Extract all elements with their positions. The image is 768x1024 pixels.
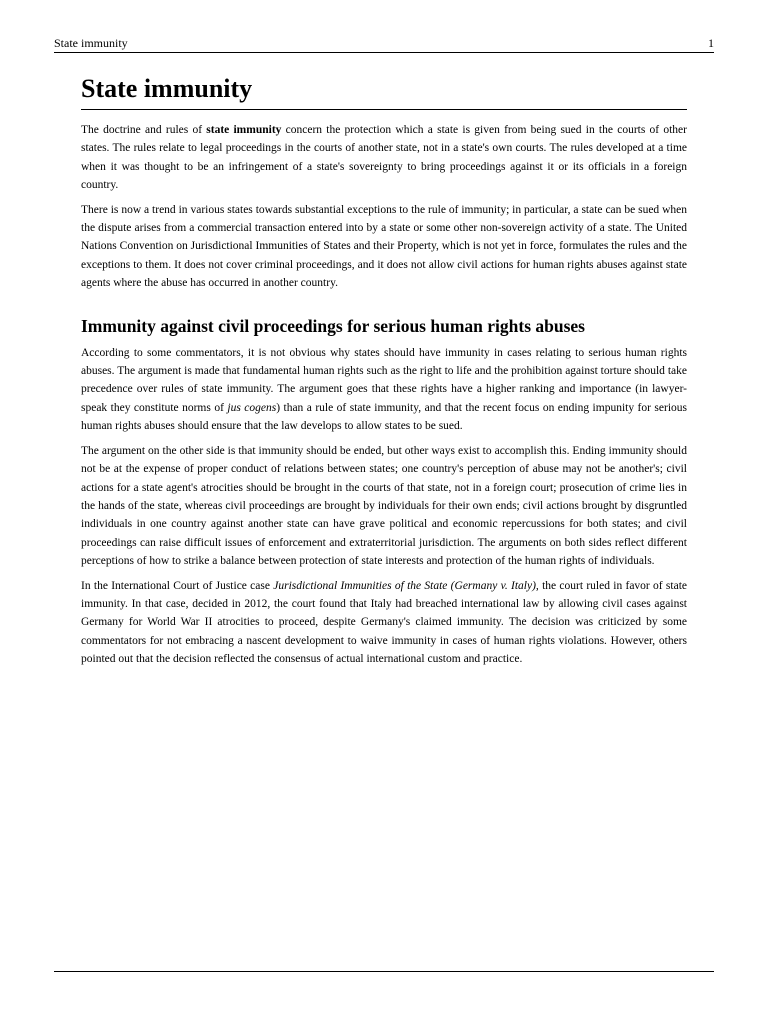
section-p1-text-a: According to some commentators, it is not obvious why states should have immunity in cases relating to serious human rights abuses. The argument is made that fundamental human rights such as the right to life and the prohibition against torture should take precedence over rules of state immunity. The argument goes that these rights have a higher ranking and importance (in lawyer-speak they constitute norms of <box>81 346 687 414</box>
section-p3-case-name: Jurisdictional Immunities of the State (Germany v. Italy), <box>273 579 539 592</box>
section-paragraph-2: The argument on the other side is that immunity should be ended, but other ways exist to accomplish this. Ending immunity should not be at the expense of proper conduct of relations between states; one country's perception of abuse may not be another's; civil actions for a state agent's atrocities should be brought in the courts of that state, not in a foreign court; prosecution of crime lies in the hands of the state, whereas civil proceedings are brought by individuals for their own ends; civil actions brought by disgruntled individuals in one country against another state can have grave political and economic repercussions for both states; and civil proceedings can raise difficult issues of enforcement and extraterritorial jurisdiction. The arguments on both sides reflect different perceptions of how to strike a balance between protection of state interests and protection of the human rights of individuals. <box>81 444 687 568</box>
section-paragraph-1 <box>81 344 687 436</box>
article-body <box>81 72 687 675</box>
intro-paragraph-1 <box>81 121 687 195</box>
intro-p1-text-a: The doctrine and rules of <box>81 124 207 136</box>
section-paragraph-3 <box>81 577 687 669</box>
running-header-title: State immunity <box>54 36 128 50</box>
section-p1-text-b: ) than a rule of state immunity, and that the recent focus on ending impunity for serious human rights abuses should ensure that the law develops to allow states to be sued. <box>81 401 688 433</box>
intro-p1-bold-term: state immunity <box>206 124 282 136</box>
section-p3-text-b: the court ruled in favor of state immunity. In that case, decided in 2012, the court found that Italy had breached international law by allowing civil cases against Germany for World War II atrocities to proceed, despite Germany's claimed immunity. The decision was criticized by some commentators for not embracing a nascent development to waive immunity in cases of human rights violations. However, others pointed out that the decision reflected the consensus of actual international custom and practice. <box>81 579 687 666</box>
article-title: State immunity <box>81 72 687 110</box>
running-header <box>54 36 714 53</box>
intro-p1-text-b: concern the protection which a state is given from being sued in the courts of other states. The rules relate to legal proceedings in the courts of another state, not in a state's own courts. The rules developed at a time when it was thought to be an infringement of a state's sovereignty to bring proceedings against it or its officials in a foreign country. <box>81 124 687 192</box>
section-p3-text-a: In the International Court of Justice case <box>81 579 274 592</box>
page-number: 1 <box>708 36 714 50</box>
section-p1-italic-term: jus cogens <box>227 401 277 414</box>
section-heading: Immunity against civil proceedings for serious human rights abuses <box>81 315 585 336</box>
intro-paragraph-2: There is now a trend in various states towards substantial exceptions to the rule of immunity; in particular, a state can be sued when the dispute arises from a commercial transaction entered into by a state or some other non-sovereign activity of a state. The United Nations Convention on Jurisdictional Immunities of States and their Property, which is not yet in force, formulates the rules and the exceptions to them. It does not cover criminal proceedings, and it does not allow civil actions for human rights abuses against state agents where the abuse has occurred in another country. <box>81 203 687 290</box>
footer-divider <box>54 971 714 972</box>
